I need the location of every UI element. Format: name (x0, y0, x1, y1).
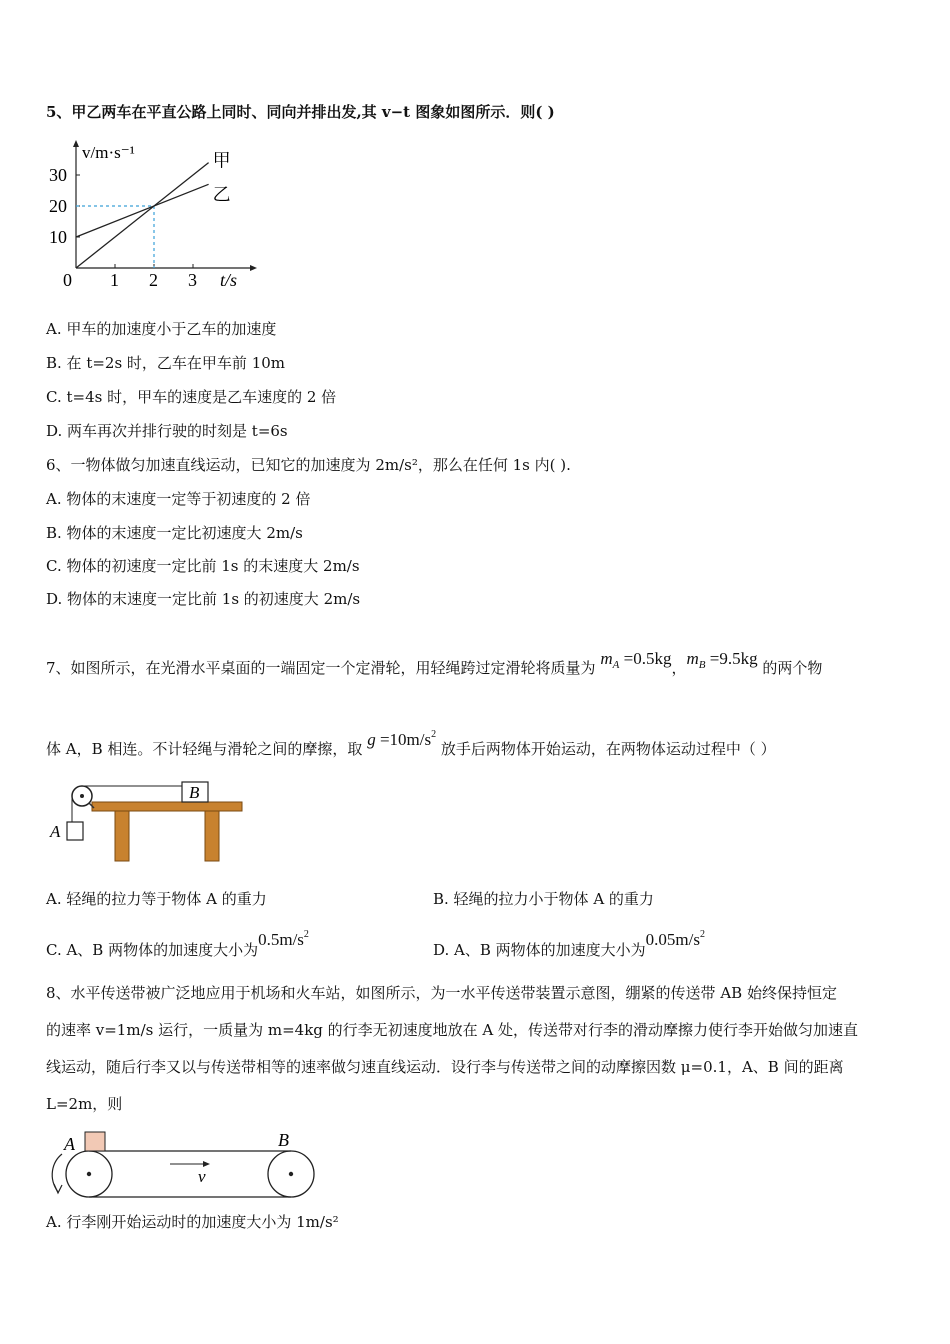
x-tick-label: 1 (110, 270, 119, 290)
q7-gravity-value: =10m/s (379, 730, 432, 749)
label-a: A (50, 822, 61, 841)
q7-option-c-value-text: 0.5m/s (258, 930, 304, 949)
q6-stem: 6、一物体做匀加速直线运动，已知它的加速度为 2m/s²，那么在任何 1s 内( ). (46, 456, 571, 474)
q5-stem: 5、甲乙两车在平直公路上同时、同向并排出发,其 v−t 图象如图所示．则( ) (46, 103, 555, 121)
q7-option-b: B. 轻绳的拉力小于物体 A 的重力 (433, 890, 654, 908)
q7-mass-b-value: =9.5kg (709, 649, 758, 668)
y-tick-label: 10 (49, 227, 67, 247)
q7-stem-part4: 放手后两物体开始运动，在两物体运动过程中（ ） (440, 740, 776, 758)
q7-gravity: $g =10m/s^2$ (367, 729, 437, 749)
q8-line-1: 8、水平传送带被广泛地应用于机场和火车站，如图所示，为一水平传送带装置示意图，绷紧的传送带 AB 始终保持恒定 (46, 984, 837, 1002)
q5-vt-chart (40, 138, 270, 298)
roller-left-axle (87, 1172, 91, 1176)
q7-mass-b: $m_B =9.5kg$ (686, 649, 758, 671)
q7-option-a: A. 轻绳的拉力等于物体 A 的重力 (46, 890, 267, 908)
x-axis-label: t/s (220, 270, 238, 290)
q8-line-3: 线运动，随后行李又以与传送带相等的速率做匀速直线运动．设行李与传送带之间的动摩擦因数 μ=0.1，A、B 间的距离 (46, 1058, 844, 1076)
q7-stem-part3: 体 A，B 相连。不计轻绳与滑轮之间的摩擦，取 (46, 740, 363, 758)
q5-option-b: B. 在 t=2s 时，乙车在甲车前 10m (46, 354, 286, 372)
label-b: B (189, 783, 200, 802)
x-tick-label: 2 (149, 270, 158, 290)
y-axis-label: v/m·s⁻¹ (82, 143, 135, 162)
block-a (67, 822, 83, 840)
q8-line-2: 的速率 v=1m/s 运行，一质量为 m=4kg 的行李无初速度地放在 A 处，传送带对行李的滑动摩擦力使行李开始做匀加速直 (46, 1021, 859, 1039)
q7-option-d-text: D. A、B 两物体的加速度大小为 (433, 941, 646, 959)
table-leg-left (115, 811, 129, 861)
q6-option-a: A. 物体的末速度一定等于初速度的 2 倍 (46, 490, 311, 508)
x-tick-label: 3 (188, 270, 197, 290)
q5-option-c: C. t=4s 时，甲车的速度是乙车速度的 2 倍 (46, 388, 337, 406)
label-a: A (64, 1134, 75, 1154)
q7-option-d (433, 929, 705, 960)
q7-mass-a-value: =0.5kg (623, 649, 672, 668)
q7-stem-line2 (46, 729, 776, 759)
q7-pulley-figure (46, 778, 246, 864)
table-leg-right (205, 811, 219, 861)
q7-stem-line1 (46, 649, 823, 684)
x-tick-label: 0 (63, 270, 72, 290)
q7-mass-a: $m_A =0.5kg$ (600, 649, 672, 671)
q7-option-d-value: $0.05m/s^2$ (645, 929, 705, 949)
q6-option-c: C. 物体的初速度一定比前 1s 的末速度大 2m/s (46, 557, 360, 575)
q7-stem-part1: 7、如图所示，在光滑水平桌面的一端固定一个定滑轮，用轻绳跨过定滑轮将质量为 (46, 659, 596, 677)
q7-stem-part2: 的两个物 (762, 659, 823, 677)
y-tick-label: 30 (49, 165, 67, 185)
q7-option-d-value-text: 0.05m/s (645, 930, 700, 949)
series-line-2 (76, 184, 209, 237)
series-label-2: 乙 (212, 184, 231, 205)
chart-plot (49, 140, 257, 290)
rotation-arrow (52, 1154, 62, 1192)
q8-conveyor-figure (40, 1126, 330, 1202)
label-b: B (278, 1130, 289, 1150)
q5-option-a: A. 甲车的加速度小于乙车的加速度 (46, 320, 277, 338)
q6-option-d: D. 物体的末速度一定比前 1s 的初速度大 2m/s (46, 590, 361, 608)
roller-right-axle (289, 1172, 293, 1176)
q7-option-c-text: C. A、B 两物体的加速度大小为 (46, 941, 259, 959)
series-line-1 (76, 163, 209, 268)
q8-option-a: A. 行李刚开始运动时的加速度大小为 1m/s² (46, 1213, 339, 1231)
series-label-1: 甲 (212, 150, 231, 171)
q7-option-c (46, 929, 309, 960)
q6-option-b: B. 物体的末速度一定比初速度大 2m/s (46, 524, 303, 542)
luggage (85, 1132, 105, 1151)
q7-comma: ， (671, 659, 687, 677)
pulley-axle (80, 794, 84, 798)
x-axis-arrow-icon (250, 265, 257, 271)
y-tick-label: 20 (49, 196, 67, 216)
q5-option-d: D. 两车再次并排行驶的时刻是 t=6s (46, 422, 288, 440)
q7-option-c-value: $0.5m/s^2$ (258, 929, 309, 949)
q8-line-4: L=2m，则 (46, 1095, 123, 1113)
table-top (92, 802, 242, 811)
label-v: v (198, 1167, 206, 1186)
y-axis-arrow-icon (73, 140, 79, 147)
